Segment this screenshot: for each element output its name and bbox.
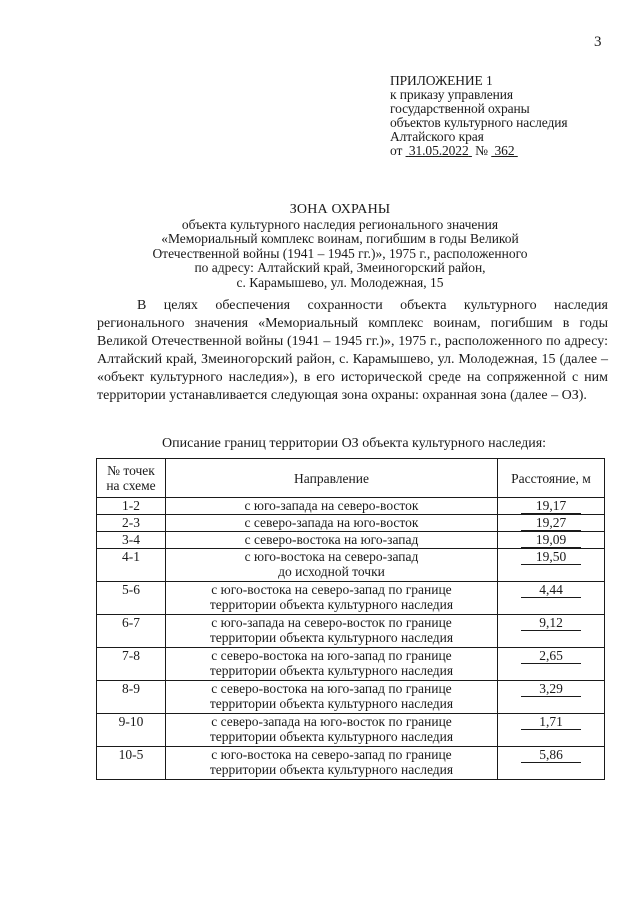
cell-points: 5-6	[97, 582, 166, 615]
title-line: по адресу: Алтайский край, Змеиногорский район,	[194, 260, 486, 275]
cell-direction: с северо-запада на юго-восток	[166, 515, 498, 532]
title-line: «Мемориальный комплекс воинам, погибшим в годы Великой	[161, 231, 519, 246]
title-line: Отечественной войны (1941 – 1945 гг.)», 1975 г., расположенного	[152, 245, 528, 261]
cell-direction: с северо-востока на юго-запад	[166, 532, 498, 549]
table-row	[97, 648, 605, 681]
appendix-line: к приказу управления	[390, 87, 513, 102]
cell-direction: с юго-запада на северо-восток	[166, 498, 498, 515]
cell-points: 8-9	[97, 681, 166, 714]
header-direction: Направление	[166, 459, 498, 498]
cell-distance: 9,12	[498, 615, 605, 648]
date-prefix: от	[390, 143, 403, 158]
cell-distance: 19,50	[498, 549, 605, 582]
table-row	[97, 681, 605, 714]
table-row	[97, 714, 605, 747]
cell-points: 7-8	[97, 648, 166, 681]
cell-direction: с северо-запада на юго-восток по границе территории объекта культурного наследия	[166, 714, 498, 747]
header-points: № точек на схеме	[97, 459, 166, 498]
cell-distance: 2,65	[498, 648, 605, 681]
cell-points: 2-3	[97, 515, 166, 532]
boundary-table	[96, 458, 605, 780]
order-number: 362	[494, 143, 515, 158]
title-heading: ЗОНА ОХРАНЫ	[289, 202, 391, 217]
cell-direction: с юго-запада на северо-восток по границе территории объекта культурного наследия	[166, 615, 498, 648]
table-header-row	[97, 459, 605, 498]
title-line: объекта культурного наследия регионального значения	[181, 216, 499, 232]
document-title	[140, 203, 540, 290]
table-row	[97, 549, 605, 582]
cell-direction: с юго-востока на северо-запад по границе территории объекта культурного наследия	[166, 582, 498, 615]
cell-distance: 19,09	[498, 532, 605, 549]
cell-direction: с юго-востока на северо-запад до исходной точки	[166, 549, 498, 582]
cell-direction: с северо-востока на юго-запад по границе территории объекта культурного наследия	[166, 681, 498, 714]
cell-points: 1-2	[97, 498, 166, 515]
title-line: с. Карамышево, ул. Молодежная, 15	[236, 274, 444, 290]
table-row	[97, 615, 605, 648]
page-number: 3	[594, 34, 602, 50]
cell-distance: 5,86	[498, 747, 605, 780]
cell-distance: 19,27	[498, 515, 605, 532]
cell-points: 10-5	[97, 747, 166, 780]
table-row	[97, 515, 605, 532]
cell-direction: с юго-востока на северо-запад по границе территории объекта культурного наследия	[166, 747, 498, 780]
order-date: 31.05.2022	[408, 143, 469, 158]
cell-distance: 19,17	[498, 498, 605, 515]
appendix-block	[390, 74, 567, 158]
table-row	[97, 532, 605, 549]
table-row	[97, 498, 605, 515]
table-caption: Описание границ территории ОЗ объекта культурного наследия:	[162, 436, 547, 451]
table-row	[97, 747, 605, 780]
header-distance: Расстояние, м	[498, 459, 605, 498]
appendix-line: Алтайского края	[390, 129, 484, 144]
appendix-line: государственной охраны	[390, 101, 530, 116]
table-row	[97, 582, 605, 615]
cell-distance: 3,29	[498, 681, 605, 714]
number-sign: №	[475, 143, 488, 158]
cell-points: 3-4	[97, 532, 166, 549]
cell-points: 9-10	[97, 714, 166, 747]
body-paragraph: В целях обеспечения сохранности объекта культурного наследия регионального значения «Мемориальный комплекс воинам, погибшим в годы Великой Отечественной войны (1941 – 1945 гг.)», 1975 г., расположенного по адресу: Алтайский край, Змеиногорский район, с. Карамышево, ул. Молодежная, 15 (далее – «объект культурного наследия»), в его исторической среде на сопряженной с ним территории устанавливается следующая зона охраны: охранная зона (далее – ОЗ).	[97, 298, 608, 403]
appendix-title: ПРИЛОЖЕНИЕ 1	[390, 73, 493, 88]
cell-distance: 1,71	[498, 714, 605, 747]
cell-points: 4-1	[97, 549, 166, 582]
cell-distance: 4,44	[498, 582, 605, 615]
order-date-number	[390, 144, 567, 158]
cell-points: 6-7	[97, 615, 166, 648]
appendix-line: объектов культурного наследия	[390, 115, 568, 130]
cell-direction: с северо-востока на юго-запад по границе территории объекта культурного наследия	[166, 648, 498, 681]
